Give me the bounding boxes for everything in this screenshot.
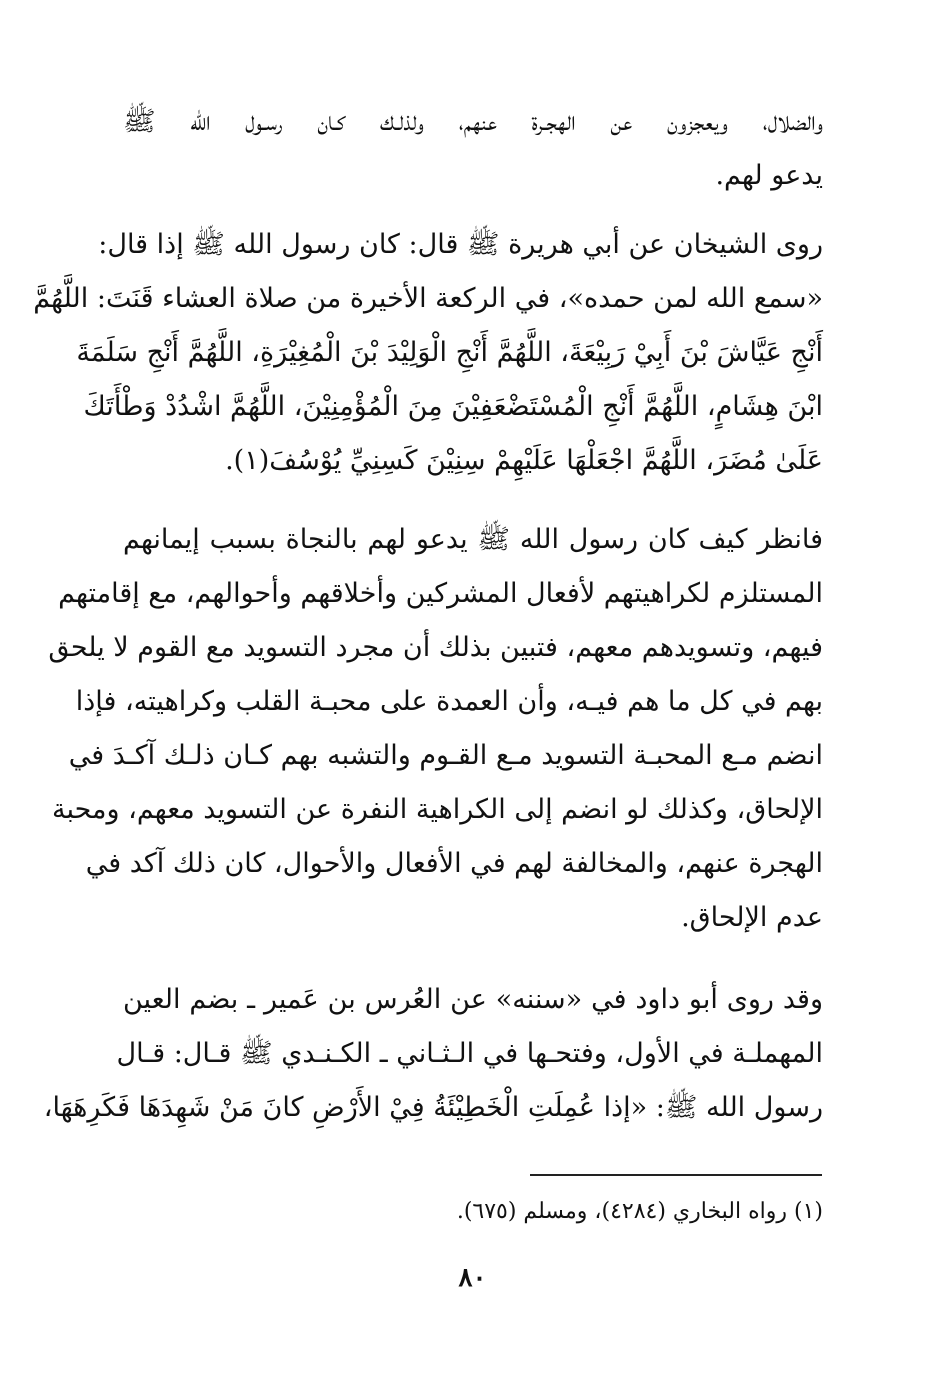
text-line: انضم مـع المحبـة التسويد مـع القـوم والتشبه بهم كـان ذلـك آكـدَ في [68, 740, 823, 771]
text-line: رسول الله ﷺ: «إذا عُمِلَتِ الْخَطِيْئَةُ فِيْ الأَرْضِ كانَ مَنْ شَهِدَهَا فَكَرِهَهَا، [43, 1092, 823, 1123]
text-line: فيهم، وتسويدهم معهم، فتبين بذلك أن مجرد التسويد مع القوم لا يلحق [48, 632, 823, 663]
text-line: أَنْجِ عَيَّاشَ بْنَ أَبِيْ رَبِيْعَةَ، اللَّهُمَّ أَنْجِ الْوَلِيْدَ بْنَ الْمُغِيْرَةِ، اللَّهُمَّ أَنْجِ سَلَمَةَ [76, 337, 823, 368]
text-line: بهم في كل ما هم فيـه، وأن العمدة على محبـة القلب وكراهيته، فإذا [75, 686, 823, 717]
paragraph-4 [43, 973, 823, 1135]
text-line: ابْنَ هِشَامٍ، اللَّهُمَّ أَنْجِ الْمُسْتَضْعَفِيْنَ مِنَ الْمُؤْمِنِيْنَ، اللَّهُمَّ اشْدُدْ وَطْأَتَكَ [83, 391, 823, 422]
text-line: وقد روى أبو داود في «سننه» عن العُرس بن عَمير ـ بضم العين [123, 984, 823, 1015]
text-line: يدعو لهم. [715, 160, 823, 191]
text-line: المستلزم لكراهيتهم لأفعال المشركين وأخلاقهم وأحوالهم، مع إقامتهم [58, 578, 823, 609]
page-number: ٨٠ [458, 1263, 487, 1293]
text-line: والضلال، ويعجزون عن الهجـرة عنهم، ولذلـك كـان رسـول الله ﷺ [123, 106, 823, 137]
text-line: فانظر كيف كان رسول الله ﷺ يدعو لهم بالنجاة بسبب إيمانهم [123, 524, 823, 555]
paragraph-3 [48, 513, 823, 945]
paragraph-2 [33, 218, 823, 488]
text-line: الهجرة عنهم، والمخالفة لهم في الأفعال والأحوال، كان ذلك آكد في [85, 848, 823, 879]
paragraph-1 [123, 95, 823, 203]
text-line: عدم الإلحاق. [681, 902, 823, 933]
footnote-divider [530, 1174, 822, 1176]
text-line: روى الشيخان عن أبي هريرة ﷺ قال: كان رسول الله ﷺ إذا قال: [98, 229, 823, 260]
text-line: الإلحاق، وكذلك لو انضم إلى الكراهية النفرة عن التسويد معهم، ومحبة [51, 794, 823, 825]
footnote: (١) رواه البخاري (٤٢٨٤)، ومسلم (٦٧٥). [456, 1199, 823, 1224]
text-line: المهملـة في الأول، وفتحـها في الـثـاني ـ الكـنـدي ﷺ قـال: قـال [116, 1038, 823, 1069]
text-line: عَلَىٰ مُضَرَ، اللَّهُمَّ اجْعَلْهَا عَلَيْهِمْ سِنِيْنَ كَسِنِيِّ يُوْسُفَ(١). [225, 445, 823, 476]
text-line: «سمع الله لمن حمده»، في الركعة الأخيرة من صلاة العشاء قَنَتَ: اللَّهُمَّ [33, 283, 823, 314]
